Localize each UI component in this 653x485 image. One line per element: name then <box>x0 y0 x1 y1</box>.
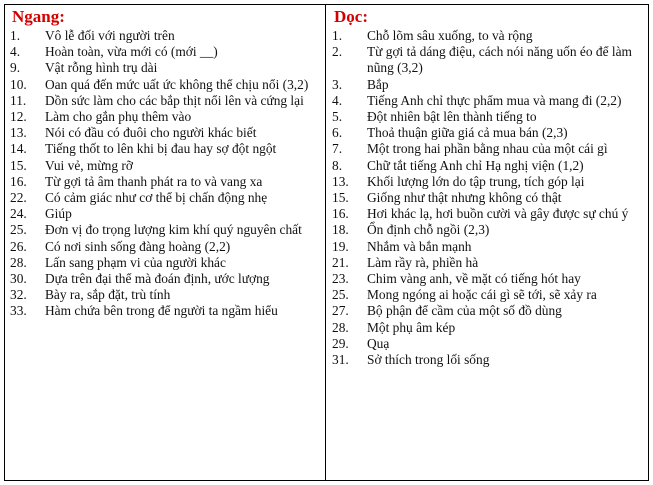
clue-text: Có cảm giác như cơ thể bị chấn động nhẹ <box>45 190 268 206</box>
clue-row <box>332 336 644 352</box>
clue-text: Dựa trên đại thể mà đoán định, ước lượng <box>45 271 270 287</box>
clue-number: 9. <box>10 60 21 76</box>
clue-text: Chim vàng anh, về mặt có tiếng hót hay <box>367 271 581 287</box>
clue-row <box>10 303 320 319</box>
clue-number: 7. <box>332 141 343 157</box>
across-list <box>10 28 320 320</box>
clue-number: 10. <box>10 76 27 92</box>
clue-number: 25. <box>10 222 27 238</box>
clue-text: Khối lượng lớn do tập trung, tích góp lại <box>367 173 585 189</box>
clue-row <box>10 125 320 141</box>
clue-number: 1. <box>332 28 343 43</box>
clue-number: 8. <box>332 157 343 173</box>
clue-text: Hoàn toàn, vừa mới có (mới __) <box>45 44 218 60</box>
clue-number: 27. <box>332 303 349 319</box>
clue-row <box>332 125 644 141</box>
across-column <box>10 7 320 320</box>
clue-row <box>332 77 644 93</box>
clue-row <box>10 77 320 93</box>
clue-number: 2. <box>332 44 343 60</box>
clue-number: 29. <box>332 335 349 351</box>
clue-number: 30. <box>10 271 27 287</box>
clue-number: 28. <box>332 319 349 335</box>
clue-text: Nhắm và bắn mạnh <box>367 238 472 254</box>
clue-text: Làm cho gắn phụ thêm vào <box>45 109 192 125</box>
clue-row <box>10 222 320 238</box>
clue-number: 26. <box>10 238 27 254</box>
clue-number: 22. <box>10 190 27 206</box>
clue-text: Chỗ lõm sâu xuống, to và rộng <box>367 28 533 43</box>
clue-text: Ổn định chỗ ngồi (2,3) <box>367 222 490 238</box>
clue-number: 15. <box>10 157 27 173</box>
clue-number: 4. <box>332 92 343 108</box>
clue-text: Hơi khác lạ, hơi buồn cười và gây được sự chú ý <box>367 206 629 222</box>
clue-text: Tiếng thốt to lên khi bị đau hay sợ đột ngột <box>45 141 277 157</box>
clue-row <box>10 287 320 303</box>
clue-number: 18. <box>332 222 349 238</box>
clue-table <box>4 4 649 481</box>
clue-text: Tiếng Anh chỉ thực phẩm mua và mang đi (2,2) <box>367 92 622 108</box>
clue-row <box>332 255 644 271</box>
clue-number: 13. <box>10 125 27 141</box>
clue-row <box>10 239 320 255</box>
clue-text: Bắp <box>367 76 389 92</box>
clue-row <box>10 60 320 76</box>
clue-text: Vui vẻ, mừng rỡ <box>45 157 133 173</box>
clue-row <box>332 239 644 255</box>
across-heading: Ngang: <box>12 7 65 26</box>
clue-number: 5. <box>332 109 343 125</box>
clue-number: 31. <box>332 352 349 368</box>
clue-text: Từ gợi tả dáng điệu, cách nói năng uốn éo để làm nũng (3,2) <box>367 44 632 76</box>
clue-row <box>332 174 644 190</box>
down-heading: Dọc: <box>334 7 368 26</box>
clue-row <box>332 158 644 174</box>
clue-text: Quạ <box>367 335 390 351</box>
clue-number: 16. <box>332 206 349 222</box>
clue-row <box>332 222 644 238</box>
clue-text: Oan quá đến mức uất ức không thể chịu nổi (3,2) <box>45 76 309 92</box>
clue-row <box>10 44 320 60</box>
clue-number: 12. <box>10 109 27 125</box>
down-list <box>332 28 644 368</box>
clue-text: Giống như thật nhưng không có thật <box>367 190 562 206</box>
clue-number: 21. <box>332 254 349 270</box>
clue-row <box>10 109 320 125</box>
clue-text: Dồn sức làm cho các bắp thịt nổi lên và cứng lại <box>45 92 304 108</box>
clue-number: 28. <box>10 254 27 270</box>
clue-number: 4. <box>10 44 21 60</box>
clue-number: 23. <box>332 271 349 287</box>
clue-number: 16. <box>10 173 27 189</box>
clue-row <box>10 174 320 190</box>
clue-number: 33. <box>10 303 27 319</box>
clue-row <box>332 271 644 287</box>
clue-number: 11. <box>10 92 27 108</box>
clue-number: 1. <box>10 28 21 43</box>
clue-number: 13. <box>332 173 349 189</box>
clue-number: 3. <box>332 76 343 92</box>
clue-row <box>10 271 320 287</box>
clue-row <box>332 287 644 303</box>
clue-text: Bộ phận để cầm của một số đồ dùng <box>367 303 562 319</box>
clue-number: 25. <box>332 287 349 303</box>
clue-row <box>10 93 320 109</box>
clue-row <box>332 93 644 109</box>
clue-text: Mong ngóng ai hoặc cái gì sẽ tới, sẽ xảy ra <box>367 287 597 303</box>
clue-row <box>332 141 644 157</box>
clue-text: Đột nhiên bật lên thành tiếng to <box>367 109 537 125</box>
clue-row <box>10 158 320 174</box>
clue-row <box>332 28 644 44</box>
clue-text: Vật rỗng hình trụ dài <box>45 60 158 76</box>
clue-text: Nói có đầu có đuôi cho người khác biết <box>45 125 257 141</box>
clue-text: Giúp <box>45 206 72 222</box>
clue-text: Thoả thuận giữa giá cả mua bán (2,3) <box>367 125 568 141</box>
clue-number: 24. <box>10 206 27 222</box>
clue-row <box>332 190 644 206</box>
clue-number: 14. <box>10 141 27 157</box>
clue-number: 15. <box>332 190 349 206</box>
clue-row <box>10 190 320 206</box>
clue-text: Một phụ âm kép <box>367 319 456 335</box>
clue-text: Có nơi sinh sống đàng hoàng (2,2) <box>45 238 231 254</box>
clue-text: Vô lễ đối với người trên <box>45 28 175 43</box>
clue-row <box>332 303 644 319</box>
clue-row <box>10 206 320 222</box>
clue-row <box>10 255 320 271</box>
clue-text: Đơn vị đo trọng lượng kim khí quý nguyên chất <box>45 222 302 238</box>
clue-text: Một trong hai phần bằng nhau của một cái gì <box>367 141 608 157</box>
column-divider <box>325 5 326 480</box>
down-column <box>332 7 644 368</box>
clue-row <box>332 109 644 125</box>
clue-text: Bày ra, sắp đặt, trù tính <box>45 287 171 303</box>
clue-text: Lấn sang phạm vi của người khác <box>45 254 226 270</box>
clue-text: Hàm chứa bên trong để người ta ngầm hiểu <box>45 303 278 319</box>
clue-row <box>332 320 644 336</box>
clue-text: Làm rầy rà, phiền hà <box>367 254 479 270</box>
clue-text: Từ gợi tả âm thanh phát ra to và vang xa <box>45 173 263 189</box>
clue-row <box>10 28 320 44</box>
clue-number: 19. <box>332 238 349 254</box>
clue-row <box>332 206 644 222</box>
clue-row <box>10 141 320 157</box>
clue-row <box>332 352 644 368</box>
clue-text: Chữ tắt tiếng Anh chỉ Hạ nghị viện (1,2) <box>367 157 584 173</box>
clue-number: 6. <box>332 125 343 141</box>
clue-number: 32. <box>10 287 27 303</box>
clue-text: Sở thích trong lối sống <box>367 352 490 368</box>
clue-row <box>332 44 644 76</box>
